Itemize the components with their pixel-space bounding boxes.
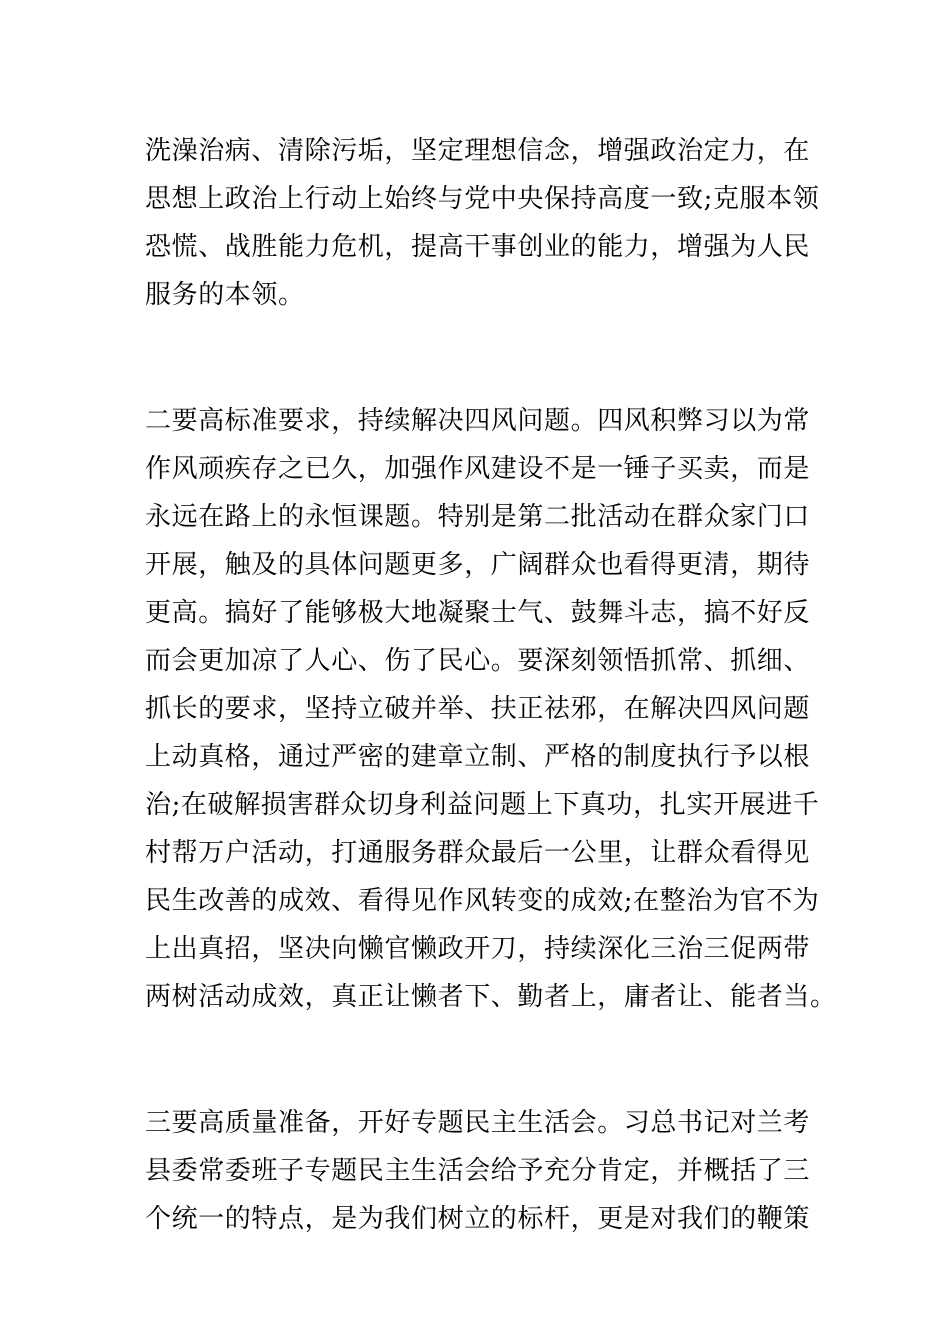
text-line: 洗澡治病、清除污垢，坚定理想信念，增强政治定力，在 bbox=[145, 136, 811, 166]
text-line: 而会更加凉了人心、伤了民心。要深刻领悟抓常、抓细、 bbox=[145, 646, 811, 676]
text-line: 永远在路上的永恒课题。特别是第二批活动在群众家门口 bbox=[145, 502, 811, 532]
text-line: 上出真招，坚决向懒官懒政开刀，持续深化三治三促两带 bbox=[145, 934, 811, 964]
paragraph-spacer bbox=[145, 1021, 810, 1099]
text-line: 村帮万户活动，打通服务群众最后一公里，让群众看得见 bbox=[145, 838, 811, 868]
text-line: 上动真格，通过严密的建章立制、严格的制度执行予以根 bbox=[145, 742, 811, 772]
text-line: 民生改善的成效、看得见作风转变的成效;在整治为官不为 bbox=[145, 886, 820, 916]
paragraph-1 bbox=[145, 127, 820, 319]
paragraph-3 bbox=[145, 1099, 810, 1243]
text-line: 抓长的要求，坚持立破并举、扶正祛邪，在解决四风问题 bbox=[145, 694, 811, 724]
text-line: 治;在破解损害群众切身利益问题上下真功，扎实开展进千 bbox=[145, 790, 820, 820]
text-line: 三要高质量准备，开好专题民主生活会。习总书记对兰考 bbox=[145, 1108, 811, 1138]
text-line: 恐慌、战胜能力危机，提高干事创业的能力，增强为人民 bbox=[145, 232, 811, 262]
text-line: 两树活动成效，真正让懒者下、勤者上，庸者让、能者当。 bbox=[145, 982, 837, 1012]
paragraph-2 bbox=[145, 397, 837, 1021]
text-line: 个统一的特点，是为我们树立的标杆，更是对我们的鞭策 bbox=[145, 1204, 811, 1234]
text-line: 服务的本领。 bbox=[145, 280, 305, 310]
text-line: 更高。搞好了能够极大地凝聚士气、鼓舞斗志，搞不好反 bbox=[145, 598, 811, 628]
text-line: 思想上政治上行动上始终与党中央保持高度一致;克服本领 bbox=[145, 184, 820, 214]
text-body bbox=[145, 127, 837, 1243]
text-line: 开展，触及的具体问题更多，广阔群众也看得更清，期待 bbox=[145, 550, 811, 580]
text-line: 作风顽疾存之已久，加强作风建设不是一锤子买卖，而是 bbox=[145, 454, 811, 484]
paragraph-spacer bbox=[145, 319, 810, 397]
text-line: 二要高标准要求，持续解决四风问题。四风积弊习以为常 bbox=[145, 406, 811, 436]
text-line: 县委常委班子专题民主生活会给予充分肯定，并概括了三 bbox=[145, 1156, 811, 1186]
